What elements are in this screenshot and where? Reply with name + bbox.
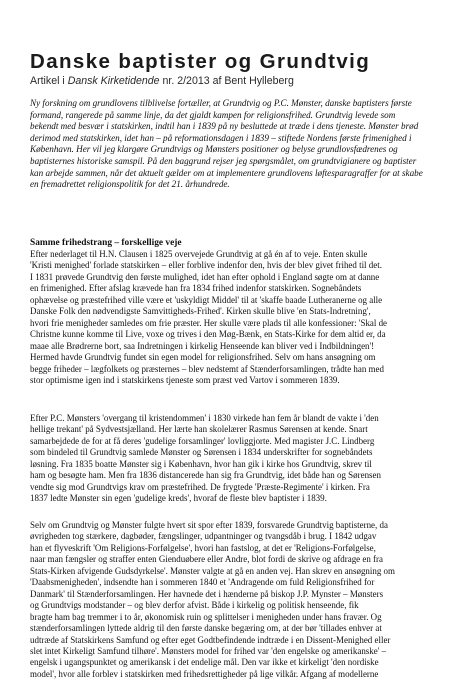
text-line: engelsk i ugangspunktet og amerikansk i det endelige mål. Den var ikke et kirkeligt 'den nordiske — [30, 657, 379, 668]
text-line: han et flyveskrift 'Om Religions-Forfølgelse', hvori han fastslog, at det er 'Religions-Forfølgelse, — [30, 542, 376, 553]
text-line: begge friheder – lægfolkets og præsternes – blev nedstemt af Stænderforsamlingen, trådte han med — [30, 363, 384, 374]
lead-paragraph: Ny forskning om grundlovens tilblivelse fortæller, at Grundtvig og P.C. Mønster, danske baptisters første formand, rangerede på samme linje, da det gjaldt kampen for religionsfrihed. Grundtvig levede som bekendt med besvær i statskirken, indtil han i 1839 på ny besluttede at træde i dens tjeneste. Mønster brød derimod med statskirken, idet han – på reformationsdagen i 1839 – stiftede Nordens første frimenighed i København. Her vil jeg klargøre Grundtvigs og Mønsters positioner og belyse grundlovsfædrenes og baptisternes historiske samspil. På den baggrund rejser jeg spørgsmålet, om grundtvigianere og baptister kan arbejde sammen, når det aktuelt gælder om at implementere grundlovens løftesparagraffer for at skabe en fremadrettet religionspolitik for det 21. århundrede. — [30, 98, 423, 190]
article-subtitle — [30, 75, 294, 87]
text-line: Efter nederlaget til H.N. Clausen i 1825 overvejede Grundtvig at gå én af to veje. Enten skulle — [30, 249, 368, 259]
text-line: samarbejdede de for at få deres 'gudelige forsamlinger' lovliggjorte. Med magister J.C. Lindberg — [30, 435, 375, 446]
text-line: Christne kunne komme til Live, voxe og trives i den Møg-Bænk, en Stats-Kirke for dem altid er, da — [30, 329, 386, 340]
text-line: løsning. Fra 1835 boatte Mønster sig i København, hvor han gik i kirke hos Grundtvig, skrev til — [30, 458, 372, 469]
text-line: 'Kristi menighed' forlade statskirken – eller forblive indenfor den, hvis der blev givet frihed til det. — [30, 260, 382, 271]
subtitle-suffix: nr. 2/2013 af Bent Hylleberg — [159, 75, 294, 87]
text-line: vendte sig mod Grundtvigs krav om præstefrihed. De frygtede 'Præste-Regimente' i kirken. Fra — [30, 481, 370, 492]
subtitle-prefix: Artikel i — [30, 75, 68, 87]
text-line: stænderforsamlingen lyttede aldrig til den første danske begæring om, at der bør 'tillades enhver at — [30, 623, 382, 634]
text-line: som bindeled til Grundtvig samlede Mønster og Sørensen i 1834 underskrifter for sognebåndets — [30, 447, 373, 458]
text-line: Selv om Grundtvig og Mønster fulgte hvert sit spor efter 1839, forsvarede Grundtvig baptisterne, da — [30, 520, 388, 530]
text-line: hvori frie menigheder samledes om frie præster. Her skulle være plads til alle konfessioner: 'Skal de — [30, 317, 388, 328]
journal-name: Dansk Kirketidende — [67, 75, 160, 87]
text-line: naar man fængsler og straffer enten Gienduøbere eller Andre, blot fordi de skrive og afdrage en fra — [30, 554, 383, 565]
text-line: model', hvor alle forblev i statskirken med frihedsrettigheder på lige vilkår. Afgang af modellerne — [30, 668, 379, 679]
body-paragraph-2 — [30, 413, 424, 505]
text-line: slet intet Kirkeligt Samfund tilhøre'. Mønsters model for frihed var 'den engelske og amerikanske' – — [30, 645, 387, 656]
text-line: Danmark' til Stænderforsamlingen. Her havnede det i hænderne på biskop J.P. Mynster – Mønsters — [30, 588, 384, 599]
text-line: Danske Folk den nødvendigste Samvittigheds-Frihed'. Kirken skulle blive 'en Stats-Indretning', — [30, 306, 371, 317]
text-line: ophævelse og præstefrihed ville være et 'uskyldigt Middel' til at 'skaffe baade Lutheranerne og alle — [30, 294, 383, 305]
body-paragraph-3 — [30, 520, 424, 680]
text-line: 'Daabsmenigheden', indsendte han i sommeren 1840 et 'Andragende om fuld Religionsfrihed for — [30, 577, 375, 588]
section-heading: Samme frihedstrang – forskellige veje — [30, 238, 182, 248]
article-title: Danske baptister og Grundtvig — [30, 50, 371, 73]
text-line: bragte ham bag tremmer i to år, økonomisk ruin og splittelser i menigheden under hans fravær. Og — [30, 611, 382, 622]
text-line: ham og besøgte ham. Men fra 1836 distancerede han sig fra Grundtvig, idet både han og Sørensen — [30, 470, 381, 481]
text-line: hellige trekant' på Sydvestsjælland. Her lærte han skolelærer Rasmus Sørensen at kende. Snart — [30, 424, 368, 435]
text-line: Stats-Kirken afvigende Gudsdyrkelse'. Mønster valgte at gå en anden vej. Han skrev en ansøgning om — [30, 565, 395, 576]
text-line: udtræde af Statskirkens Samfund og efter eget Godtbefindende indtræde i en Dissent-Menighed eller — [30, 634, 391, 645]
text-line: Hermed havde Grundtvig fundet sin egen model for religionsfrihed. Selv om hans ansøgning om — [30, 352, 376, 363]
text-line: stor optimisme igen ind i statskirkens tjeneste som præst ved Vartov i sommeren 1839. — [30, 374, 340, 385]
text-line: Efter P.C. Mønsters 'overgang til kristendommen' i 1830 virkede han fem år blandt de vakte i 'den — [30, 413, 379, 423]
text-line: og Grundtvigs modstander – og blev derfor afvist. Både i kirkelig og politisk henseende, fik — [30, 600, 359, 611]
body-paragraph-1 — [30, 249, 424, 386]
text-line: en frimenighed. Efter afslag krævede han fra 1834 frihed indenfor statskirken. Sognebåndets — [30, 283, 362, 294]
text-line: I 1831 prøvede Grundtvig den første mulighed, idet han efter ophold i England søgte om at danne — [30, 271, 380, 282]
text-line: øvrigheden tog stærkere, dagbøder, fængslinger, udpantninger og tvangsdåb i brug. I 1842 udgav — [30, 531, 377, 542]
text-line: 1837 ledte Mønster sin egen 'gudelige kreds', hvoraf de fleste blev baptister i 1839. — [30, 493, 327, 504]
text-line: maae alle Brødrerne bort, saa Indretningen i kirkelig Henseende kan bliver ved i Indbildningen'! — [30, 340, 375, 351]
